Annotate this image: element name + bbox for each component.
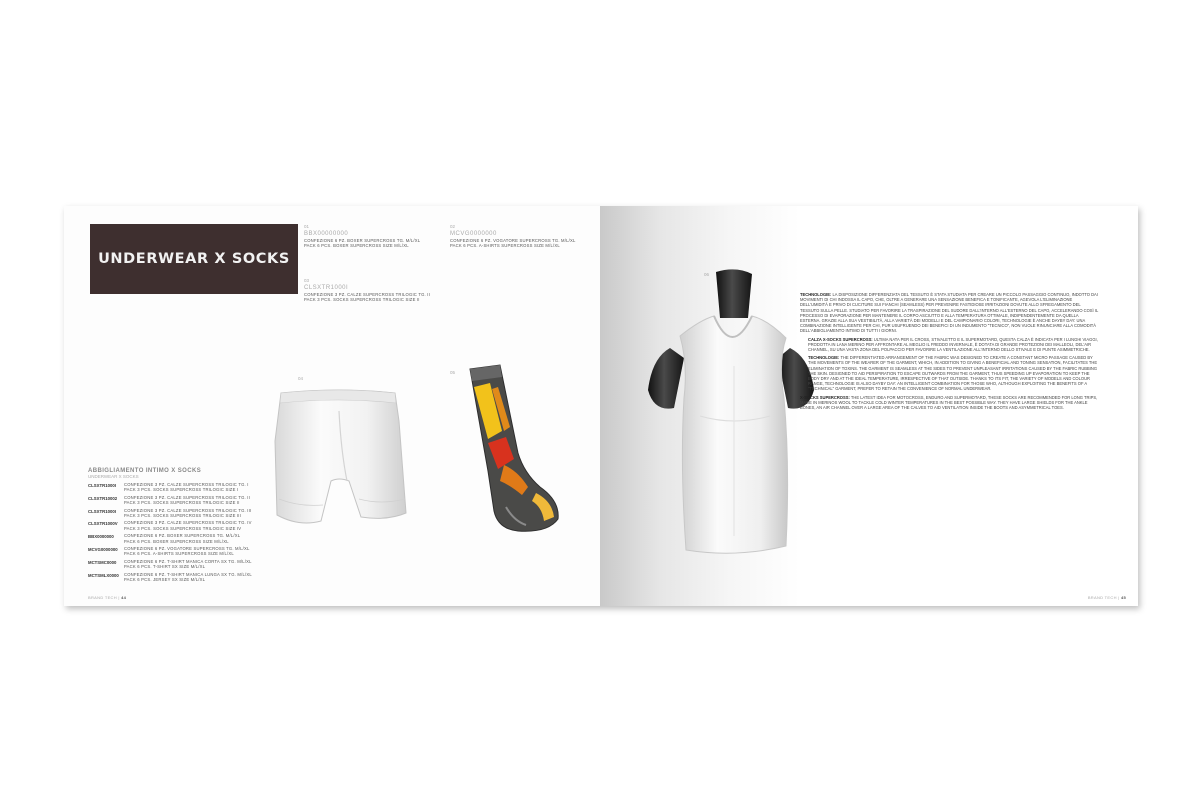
legend-line: CONFEZIONE 6 PZ. VOGATORE SUPERCROSS TG. M/L/XL [124, 546, 250, 552]
paragraph-lead: TECHNOLOGIE: [800, 292, 832, 297]
legend-code: CLSXTR10002 [88, 495, 118, 501]
legend-line: PACK 6 PCS. JERSEY SX SIZE M/L/XL [124, 577, 206, 583]
list-item [88, 559, 268, 570]
legend-line: CONFEZIONE 3 PZ. CALZE SUPERCROSS TRILOGIC TG. IV [124, 520, 252, 526]
description-paragraph [800, 337, 1100, 353]
product-line-it: CONFEZIONE 6 PZ. VOGATORE SUPERCROSS TG. M/L/XL [450, 238, 576, 243]
product-description [800, 292, 1100, 413]
product-entry-ashirt [450, 224, 590, 249]
list-item [88, 572, 268, 583]
legend-title: ABBIGLIAMENTO INTIMO X SOCKS [88, 468, 202, 474]
list-item [88, 482, 268, 493]
footer-label: BRAND TECH [88, 595, 117, 600]
right-page [600, 206, 1138, 606]
product-line-en: PACK 3 PCS. SOCKS SUPERCROSS TRILOGIC SIZE II [304, 297, 420, 303]
legend-code: MCTSMC0000 [88, 559, 117, 565]
section-title: UNDERWEAR X SOCKS [98, 251, 290, 267]
sock-photo-number: 05 [450, 370, 456, 375]
description-paragraph [800, 355, 1100, 391]
legend-line: PACK 3 PCS. SOCKS SUPERCROSS TRILOGIC SIZE III [124, 513, 242, 519]
legend-line: CONFEZIONE 3 PZ. CALZE SUPERCROSS TRILOGIC TG. I [124, 482, 249, 487]
list-item [88, 508, 268, 519]
product-number: 03 [304, 278, 310, 283]
product-entry-socks [304, 278, 454, 303]
supercross-sock-image [448, 361, 568, 541]
boxer-photo-number: 04 [298, 376, 304, 381]
legend-line: CONFEZIONE 6 PZ. T-SHIRT MANICA LUNGA SX TG. M/L/XL [124, 571, 252, 577]
description-paragraph [800, 395, 1100, 411]
product-line-en: PACK 6 PCS. A-SHIRTS SUPERCROSS SIZE M/L/XL [450, 243, 560, 249]
page-number: 44 [121, 595, 127, 600]
paragraph-text: ULTIMA NATA PER IL CROSS, STIVALETTO E IL SUPERMOTARD, QUESTA CALZA È INDICATA PER I LUNGHI VIAGGI, PRODOTTA IN LANA MERINO PER AFFRONTARE AL MEGLIO IL FREDDO INVERNALE, È DOTATA DI GRANDE PROTEZIONI DEI MALLEOLI, DEL'AIR CHANNEL, SU UNA VASTA ZONA DEL POLPACCIO PER FAVORIRE LA VENTILAZIONE ALL'INTERNO DELLO STIVALE E DI PUNTE ASIMMETRICHE. [808, 336, 1098, 353]
product-number: 01 [304, 224, 310, 229]
product-number: 02 [450, 224, 456, 229]
section-title-box [90, 224, 298, 294]
legend-line: PACK 3 PCS. SOCKS SUPERCROSS TRILOGIC SIZE IV [124, 525, 242, 531]
legend-code: CLSXTR1000I [88, 508, 116, 514]
boxer-shorts-image [269, 381, 419, 536]
list-item [88, 495, 268, 506]
legend-line: CONFEZIONE 6 PZ. T-SHIRT MANICA CORTA SX TG. M/L/XL [124, 558, 252, 564]
legend-line: PACK 6 PCS. T-SHIRT SX SIZE M/L/XL [124, 564, 206, 570]
product-code: MCVG0000000 [450, 231, 497, 237]
page-number: 45 [1120, 595, 1126, 600]
paragraph-lead: TECHNOLOGIE: [808, 355, 840, 361]
left-page [64, 206, 601, 606]
product-line-it: CONFEZIONE 3 PZ. CALZE SUPERCROSS TRILOGIC TG. II [304, 292, 430, 297]
paragraph-lead: X-SOCKS SUPERCROSS: [800, 394, 850, 400]
product-line-en: PACK 6 PCS. BOXER SUPERCROSS SIZE M/L/XL [304, 243, 409, 249]
legend-line: CONFEZIONE 6 PZ. BOXER SUPERCROSS TG. M/L/XL [124, 533, 241, 539]
brochure-spread [64, 206, 1138, 606]
legend-code: MCTSMLX0000 [88, 572, 119, 578]
legend-line: PACK 3 PCS. SOCKS SUPERCROSS TRILOGIC SIZE I [124, 487, 239, 493]
list-item [88, 546, 268, 557]
product-code: CLSXTR1000I [304, 285, 349, 291]
legend-line: PACK 6 PCS. BOXER SUPERCROSS SIZE M/L/XL [124, 538, 229, 544]
product-line-it: CONFEZIONE 6 PZ. BOXER SUPERCROSS TG. M/L/XL [304, 238, 421, 243]
paragraph-text: THE DIFFERENTIATED ARRANGEMENT OF THE FABRIC WAS DESIGNED TO CREATE A CONSTANT MICRO PASSAGE CAUSED BY THE MOVEMENTS OF THE WEARER OF THE GARMENT, WHICH, IN ADDITION TO GIVING A BENEFICIAL AND TONING SENSATION, FACILITATES THE ELIMINATION OF TOXINS. THE GARMENT IS SEAMLESS AT THE SIDES TO PREVENT UNPLEASANT IRRITATIONS CAUSED BY THE FABRIC RUBBING THE SKIN. DESIGNED TO AID PERSPIRATION TO ESCAPE OUTWARDS FROM THE GARMENT, THUS SPEEDING UP EVAPORATION TO KEEP THE BODY DRY AND AT THE IDEAL TEMPERATURE, IRRESPECTIVE OF THAT OUTSIDE. THANKS TO ITS FIT, THE VARIETY OF MODELS AND COLOUR RANGE, TECHNOLOGIE IS ALSO DAYBY DAY: AN INTELLIGENT COMBINATION FOR THOSE WHO, ALTHOUGH EXPLOITING THE BENEFITS OF A "TECHNICAL" GARMENT, PREFER TO RETAIN THE CONVENIENCE OF NORMAL UNDERWEAR. [808, 355, 1098, 392]
right-page-footer: BRAND TECH | 45 [1087, 595, 1126, 600]
legend-code: MCVG0000000 [88, 547, 118, 553]
legend-subtitle: UNDERWEAR X SOCKS [88, 474, 139, 479]
product-legend [88, 468, 268, 585]
legend-line: CONFEZIONE 3 PZ. CALZE SUPERCROSS TRILOGIC TG. III [124, 507, 252, 513]
tank-top-mannequin-image [640, 266, 820, 561]
legend-code: BBX0000000 [88, 534, 114, 540]
paragraph-text: LA DISPOSIZIONE DIFFERENZIATA DEL TESSUTO È STATA STUDIATA PER CREARE UN PICCOLO PASSAGGIO CONTINUO, INDOTTO DAI MOVIMENTI DI CHI INDOSSA IL CAPO, CHE, OLTRE A GENERARE UNA SENSAZIONE BENEFICA E TONIFICANTE, AGEVOLA L'ELIMINAZIONE DELL'UMIDITÀ E PRIVO DI CUCITURE SUI FIANCHI (SEAMLESS) PER PREVENIRE FASTIDIOSE IRRITAZIONI DOVUTE ALLO SFREGAMENTO DEL TESSUTO SULLA PELLE. STUDIATO PER FAVORIRE LA TRASPIRAZIONE DEL SUDORE DALL'INTERNO ALL'ESTERNO DEL CAPO, ACCELERANDO COSÌ IL PROCESSO DI EVAPORAZIONE PER MANTENERE IL CORPO ASCIUTTO E ALLA TEMPERATURA OTTIMALE, INDIPENDENTEMENTE DA QUELLA ESTERNA. GRAZIE ALLA SUA VESTIBILITÀ, ALLA VARIETÀ DEI MODELLI E DEL CAMPIONARIO COLORI, TECHNOLOGIE È ANCHE DAYBY DAY: UNA COMBINAZIONE INTELLIGENTE PER CHI, PUR USUFRUENDO DEI BENEFICI DI UN INDUMENTO "TECNICO", NON VUOLE RINUNCIARE ALLA COMODITÀ DELL'ABBIGLIAMENTO INTIMO DI TUTTI I GIORNI. [800, 292, 1099, 334]
paragraph-lead: CALZA X-SOCKS SUPERCROSS: [808, 336, 873, 342]
left-page-footer: BRAND TECH | 44 [88, 595, 127, 600]
list-item [88, 520, 268, 531]
paragraph-text: THE LATEST IDEA FOR MOTOCROSS, ENDURO AND SUPERMOTARD, THESE SOCKS ARE RECOMMENDED FOR LONG TRIPS, MADE IN MERINOS WOOL TO TACKLE COLD WINTER TEMPERATURES IN THE BEST POSSIBLE WAY. THEY HAVE LARGE SHIELDS FOR THE ANKLE BONES, AN AIR CHANNEL OVER A LARGE AREA OF THE CALVES TO AID VENTILATION INSIDE THE BOOTS AND ASYMMETRICAL TOES. [800, 394, 1098, 411]
legend-line: PACK 3 PCS. SOCKS SUPERCROSS TRILOGIC SIZE II [124, 500, 240, 506]
product-entry-boxer [304, 224, 454, 249]
legend-code: CLSXTR1000V [88, 521, 118, 527]
product-code: BBX00000000 [304, 231, 349, 237]
description-paragraph [800, 292, 1100, 334]
tank-photo-number: 06 [704, 272, 710, 277]
list-item [88, 533, 268, 544]
legend-line: CONFEZIONE 3 PZ. CALZE SUPERCROSS TRILOGIC TG. II [124, 494, 250, 500]
footer-label: BRAND TECH [1087, 595, 1117, 600]
legend-line: PACK 6 PCS. A-SHIRTS SUPERCROSS SIZE M/L/XL [124, 551, 234, 557]
legend-code: CLSXTR1000I [88, 483, 116, 488]
